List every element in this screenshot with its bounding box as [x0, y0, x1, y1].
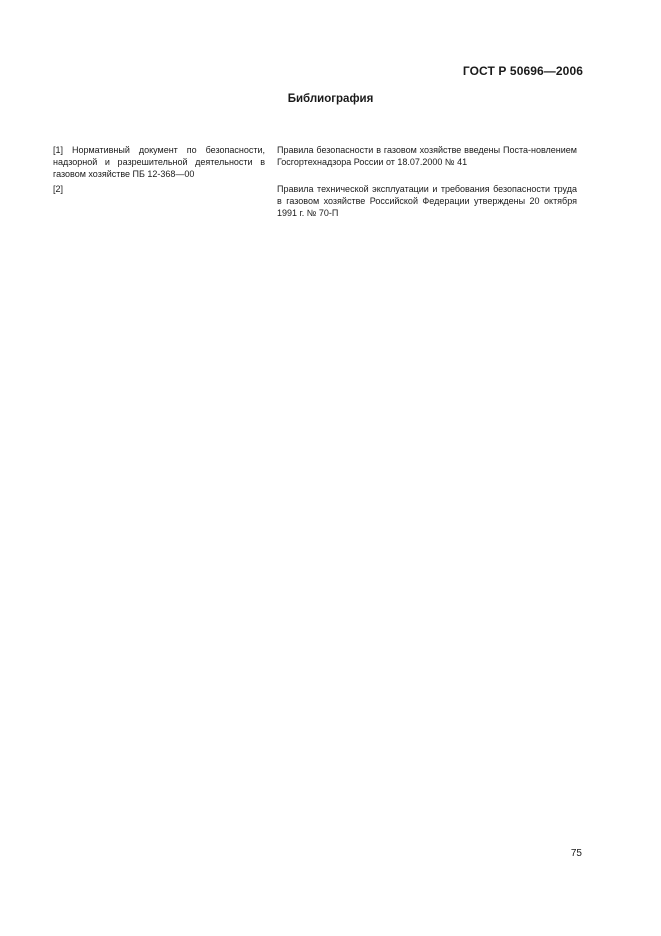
page-number: 75 [570, 848, 582, 859]
document-code: ГОСТ Р 50696—2006 [462, 64, 583, 78]
bibliography-description: Правила безопасности в газовом хозяйстве введены Поста-новлением Госгортехнадзора России от 18.07.2000 № 41 [277, 145, 577, 167]
bibliography-entry [53, 183, 577, 219]
bibliography-reference: [1] Нормативный документ по безопасности, надзорной и разрешительной деятельности в газовом хозяйстве ПБ 12-368—00 [53, 145, 265, 179]
bibliography-description: Правила технической эксплуатации и требования безопасности труда в газовом хозяйстве Российской Федерации утверждены 20 октября 1991 г. № 70-П [277, 184, 577, 218]
bibliography-entry [53, 144, 577, 180]
bibliography-reference: [2] [53, 184, 64, 194]
section-title: Библиография [287, 93, 374, 105]
